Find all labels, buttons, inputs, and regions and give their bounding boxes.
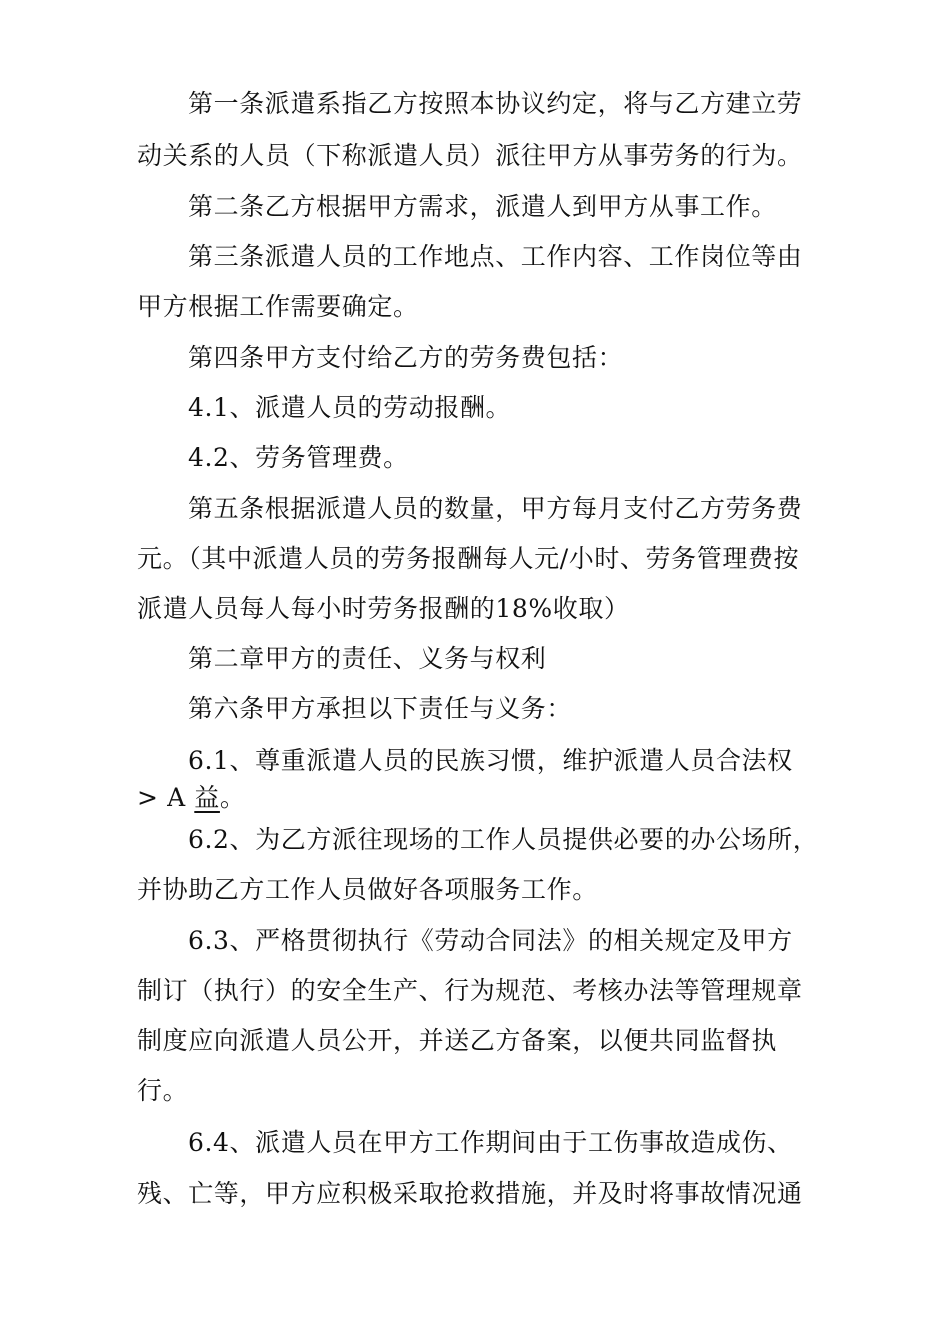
article-5-line-1: 第五条根据派遣人员的数量，甲方每月支付乙方劳务费 — [188, 494, 803, 523]
clause-6-3-line-4: 行。 — [137, 1076, 189, 1105]
clause-6-3-line-2: 制订（执行）的安全生产、行为规范、考核办法等管理规章 — [137, 976, 803, 1005]
article-3-line-1: 第三条派遣人员的工作地点、工作内容、工作岗位等由 — [188, 242, 803, 271]
clause-6-2-line-2: 并协助乙方工作人员做好各项服务工作。 — [137, 875, 598, 904]
clause-6-1-line-1: 6.1、尊重派遣人员的民族习惯，维护派遣人员合法权 — [188, 746, 793, 775]
article-5-line-2: 元。（其中派遣人员的劳务报酬每人元/小时、劳务管理费按 — [137, 544, 800, 573]
article-1-line-1: 第一条派遣系指乙方按照本协议约定，将与乙方建立劳 — [188, 89, 803, 118]
article-6-line: 第六条甲方承担以下责任与义务： — [188, 694, 573, 723]
clause-6-1-line-2 — [137, 783, 246, 813]
clause-6-1-period: 。 — [219, 783, 246, 812]
chapter-2-heading: 第二章甲方的责任、义务与权利 — [188, 644, 547, 673]
article-1-line-2: 动关系的人员（下称派遣人员）派往甲方从事劳务的行为。 — [137, 141, 803, 170]
clause-6-1-marker: > A — [137, 783, 195, 812]
article-3-line-2: 甲方根据工作需要确定。 — [137, 292, 419, 321]
clause-6-3-line-3: 制度应向派遣人员公开，并送乙方备案，以便共同监督执 — [137, 1026, 778, 1055]
article-5-line-3: 派遣人员每人每小时劳务报酬的18%收取） — [137, 594, 630, 623]
article-2-line: 第二条乙方根据甲方需求，派遣人到甲方从事工作。 — [188, 192, 777, 221]
article-4-line: 第四条甲方支付给乙方的劳务费包括： — [188, 343, 624, 372]
clause-6-1-underlined-char: 益 — [194, 783, 220, 812]
clause-6-4-line-1: 6.4、派遣人员在甲方工作期间由于工伤事故造成伤、 — [188, 1128, 793, 1157]
clause-6-4-line-2: 残、亡等，甲方应积极采取抢救措施，并及时将事故情况通 — [137, 1179, 803, 1208]
clause-6-2-line-1: 6.2、为乙方派往现场的工作人员提供必要的办公场所， — [188, 825, 819, 854]
clause-4-1: 4.1、派遣人员的劳动报酬。 — [188, 393, 512, 422]
clause-6-3-line-1: 6.3、严格贯彻执行《劳动合同法》的相关规定及甲方 — [188, 926, 793, 955]
clause-4-2: 4.2、劳务管理费。 — [188, 443, 409, 472]
